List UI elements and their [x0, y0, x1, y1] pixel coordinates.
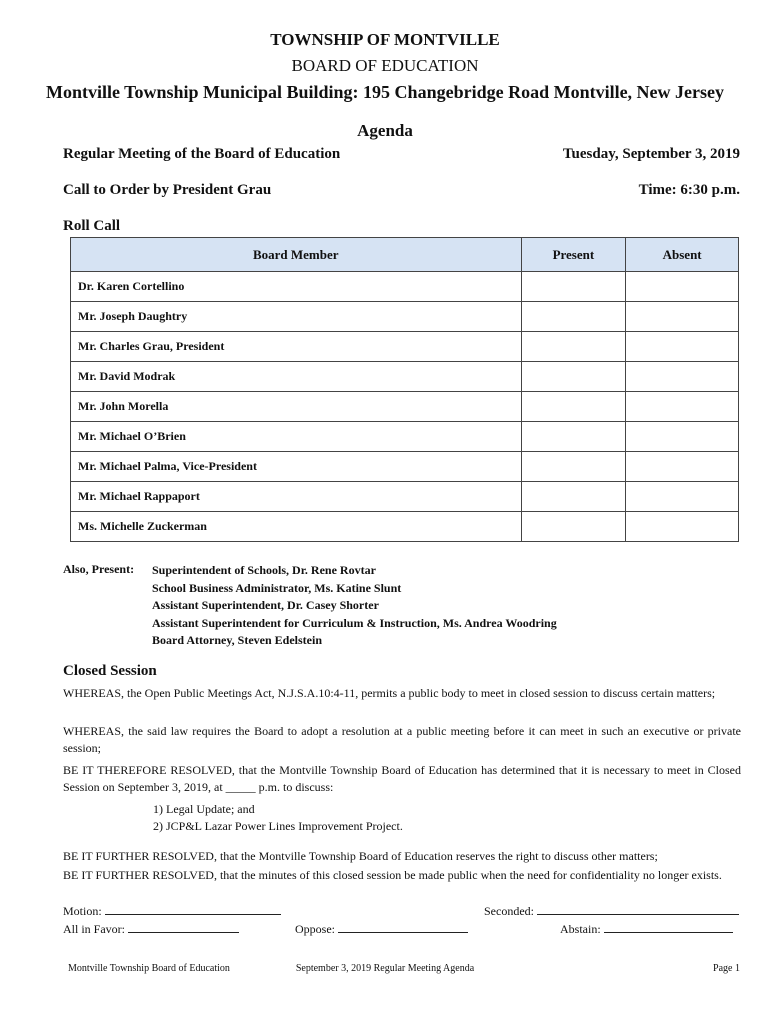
- motion-row: [63, 903, 741, 919]
- all-in-favor-label: All in Favor:: [63, 922, 125, 936]
- list-item: 1) Legal Update; and: [153, 802, 255, 816]
- table-row: [71, 362, 739, 392]
- closed-session-heading: Closed Session: [63, 663, 157, 679]
- footer-left: Montville Township Board of Education: [68, 963, 230, 974]
- seconded-group: [484, 903, 739, 919]
- further-resolved-paragraph-2: BE IT FURTHER RESOLVED, that the minutes of this closed session be made public when the need for confidentiality no longer exists.: [63, 868, 722, 882]
- member-name: Mr. Joseph Daughtry: [71, 302, 522, 332]
- present-cell[interactable]: [521, 512, 626, 542]
- township-title: TOWNSHIP OF MONTVILLE: [270, 30, 500, 49]
- present-cell[interactable]: [521, 332, 626, 362]
- table-row: [71, 332, 739, 362]
- list-item: Superintendent of Schools, Dr. Rene Rovtar: [152, 563, 376, 577]
- table-row: [71, 392, 739, 422]
- present-cell[interactable]: [521, 302, 626, 332]
- meeting-type: Regular Meeting of the Board of Education: [63, 146, 341, 162]
- motion-line[interactable]: [105, 903, 281, 915]
- all-in-favor-line[interactable]: [128, 921, 239, 933]
- absent-cell[interactable]: [626, 512, 739, 542]
- column-header-present: Present: [521, 238, 626, 272]
- member-name: Mr. Michael O’Brien: [71, 422, 522, 452]
- board-title: BOARD OF EDUCATION: [291, 56, 479, 75]
- absent-cell[interactable]: [626, 272, 739, 302]
- list-item: 2) JCP&L Lazar Power Lines Improvement Project.: [153, 818, 403, 833]
- roll-call-heading: Roll Call: [63, 218, 121, 234]
- whereas-paragraph-2: WHEREAS, the said law requires the Board to adopt a resolution at a public meeting before it can meet in such an executive or private session;: [63, 724, 741, 755]
- table-row: [71, 482, 739, 512]
- present-cell[interactable]: [521, 362, 626, 392]
- member-name: Mr. Charles Grau, President: [71, 332, 522, 362]
- list-item: School Business Administrator, Ms. Katine Slunt: [152, 580, 402, 595]
- seconded-label: Seconded:: [484, 904, 534, 918]
- vote-row: [63, 921, 741, 937]
- motion-label: Motion:: [63, 904, 102, 918]
- member-name: Mr. David Modrak: [71, 362, 522, 392]
- meeting-time: Time: 6:30 p.m.: [638, 182, 740, 198]
- member-name: Mr. Michael Rappaport: [71, 482, 522, 512]
- list-item: Assistant Superintendent for Curriculum & Instruction, Ms. Andrea Woodring: [152, 615, 557, 630]
- absent-cell[interactable]: [626, 452, 739, 482]
- footer-center: September 3, 2019 Regular Meeting Agenda: [295, 963, 475, 974]
- column-header-board-member: Board Member: [71, 238, 522, 272]
- table-row: [71, 512, 739, 542]
- meeting-date: Tuesday, September 3, 2019: [562, 146, 740, 162]
- list-item: Assistant Superintendent, Dr. Casey Shorter: [152, 598, 379, 612]
- present-cell[interactable]: [521, 482, 626, 512]
- absent-cell[interactable]: [626, 332, 739, 362]
- also-present-list: [152, 562, 557, 650]
- present-cell[interactable]: [521, 422, 626, 452]
- member-name: Ms. Michelle Zuckerman: [71, 512, 522, 542]
- agenda-heading: Agenda: [357, 121, 413, 140]
- further-resolved-paragraph-1: BE IT FURTHER RESOLVED, that the Montville Township Board of Education reserves the right to discuss other matters;: [63, 849, 658, 863]
- also-present-label: Also, Present:: [63, 562, 135, 576]
- absent-cell[interactable]: [626, 392, 739, 422]
- table-row: [71, 452, 739, 482]
- list-item: Board Attorney, Steven Edelstein: [152, 633, 322, 647]
- oppose-group: [295, 921, 468, 937]
- abstain-line[interactable]: [604, 921, 733, 933]
- oppose-label: Oppose:: [295, 922, 335, 936]
- present-cell[interactable]: [521, 452, 626, 482]
- absent-cell[interactable]: [626, 482, 739, 512]
- absent-cell[interactable]: [626, 422, 739, 452]
- member-name: Mr. Michael Palma, Vice-President: [71, 452, 522, 482]
- member-name: Dr. Karen Cortellino: [71, 272, 522, 302]
- table-header-row: [71, 238, 739, 272]
- absent-cell[interactable]: [626, 302, 739, 332]
- abstain-label: Abstain:: [560, 922, 601, 936]
- oppose-line[interactable]: [338, 921, 468, 933]
- member-name: Mr. John Morella: [71, 392, 522, 422]
- seconded-line[interactable]: [537, 903, 739, 915]
- whereas-paragraph-1: WHEREAS, the Open Public Meetings Act, N.J.S.A.10:4-11, permits a public body to meet in closed session to discuss certain matters;: [63, 686, 716, 700]
- abstain-group: [560, 921, 733, 937]
- present-cell[interactable]: [521, 392, 626, 422]
- location-heading: Montville Township Municipal Building: 195 Changebridge Road Montville, New Jersey: [45, 82, 725, 102]
- resolved-paragraph: BE IT THEREFORE RESOLVED, that the Montville Township Board of Education has determined that it is necessary to meet in Closed Session on September 3, 2019, at _____ p.m. to discuss:: [63, 763, 741, 794]
- call-to-order: Call to Order by President Grau: [63, 182, 272, 198]
- table-row: [71, 302, 739, 332]
- discussion-items: [153, 801, 403, 834]
- column-header-absent: Absent: [626, 238, 739, 272]
- table-row: [71, 422, 739, 452]
- footer-page-number: Page 1: [713, 963, 740, 974]
- roll-call-table: [70, 237, 739, 542]
- absent-cell[interactable]: [626, 362, 739, 392]
- present-cell[interactable]: [521, 272, 626, 302]
- table-row: [71, 272, 739, 302]
